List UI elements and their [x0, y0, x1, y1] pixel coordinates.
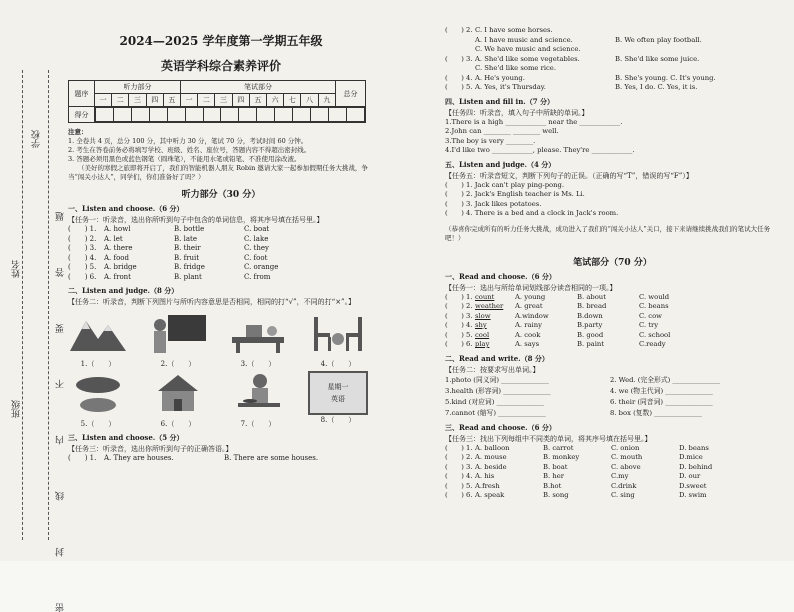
seal-text: 密 封 线 内 不 要 答 题 [56, 190, 66, 612]
score-cell[interactable] [131, 108, 149, 122]
score-cell[interactable] [167, 108, 185, 122]
exam-title: 2024—2025 学年度第一学期五年级 [119, 34, 323, 48]
question-number: ( ) 3. [445, 311, 473, 320]
answer-option: A. rainy [515, 321, 542, 329]
write-item: 8. box (复数) ______________ [610, 408, 702, 417]
option-a: A. They are houses. [104, 454, 174, 462]
question-row [445, 463, 780, 473]
note-line: 2. 考生在答卷前务必将填写学校、班级、姓名、座位号，答题内容不得超出密封线。 [68, 146, 311, 154]
score-table-number: 四 [146, 94, 163, 107]
question-number: ( ) 3. [68, 244, 97, 252]
judge-item: ( ) 2. Jack's English teacher is Ms. Li. [445, 190, 585, 198]
score-table-number: 三 [129, 94, 146, 107]
question-row [445, 45, 780, 55]
chairs-picture [308, 311, 368, 355]
question-row [68, 454, 374, 464]
question-row [445, 74, 780, 84]
score-cell[interactable] [239, 108, 257, 122]
score-cell[interactable] [328, 108, 346, 122]
question-row [445, 36, 780, 46]
answer-option: C. orange [244, 263, 279, 271]
question-row [445, 491, 780, 501]
note-line: 1. 全卷共 4 页，总分 100 分，其中听力 30 分，笔试 70 分，考试时间 60 分钟。 [68, 137, 308, 145]
answer-option: A. food [104, 253, 130, 262]
question-number: ( ) 1. [68, 454, 97, 462]
question-number: ( ) 5. [445, 330, 473, 339]
picture-answer-label: 4.（ ） [320, 360, 356, 368]
name-label: 姓名 [12, 260, 22, 278]
question-row [445, 321, 780, 331]
answer-option: B. her [543, 472, 564, 480]
answer-option: C. try [639, 321, 659, 329]
answer-option: C. lake [244, 234, 269, 243]
answer-option: B. about [577, 292, 606, 301]
write-item: 4. we (物主代词) ______________ [610, 386, 713, 395]
answer-option: B. late [174, 234, 197, 243]
answer-option: C. sing [611, 491, 635, 499]
answer-option: A. I have music and science. [475, 35, 573, 44]
picture-answer-label: 1.（ ） [80, 360, 116, 368]
write-item: 6. their (同音词) ______________ [610, 397, 713, 406]
question-row [68, 263, 374, 273]
answer-option: A. speak [475, 491, 505, 499]
answer-option: B. plant [174, 272, 202, 281]
answer-option: B. She'd like some juice. [615, 54, 700, 63]
answer-option: C.ready [639, 340, 666, 348]
answer-option: C. I have some horses. [475, 26, 553, 34]
write-row [445, 408, 780, 419]
answer-option: B. She's young. C. It's young. [615, 73, 716, 82]
score-table-number: 一 [95, 94, 112, 107]
question-row [445, 293, 780, 303]
question-number: ( ) 1. [445, 443, 473, 452]
answer-option: B. song [543, 491, 569, 499]
question-number: ( ) 6. [445, 491, 473, 499]
question-number [445, 64, 475, 74]
note-line: 3. 答题必须用黑色或蓝色钢笔（圆珠笔），不能用水笔或铅笔、不准使用涂改液。 [68, 155, 301, 163]
score-row-label: 得分 [69, 107, 95, 123]
task-instruction: 【任务三：听录音，选出你所听到句子的正确答语。】 [68, 445, 233, 453]
judge-list [445, 181, 780, 219]
task-instruction: 【任务二：听录音，判断下列图片与所听内容意思是否相同，相同的打“√”，不同的打“×”。】 [68, 298, 356, 306]
answer-option: A. young [515, 292, 546, 301]
score-table-header: 笔试部分 [181, 81, 336, 94]
question-number: ( ) 1. [68, 225, 97, 233]
question-number: ( ) 4. [68, 253, 97, 262]
question-row [445, 83, 780, 93]
answer-option: A. He's young. [475, 73, 525, 82]
question-number: ( ) 5. [68, 263, 97, 271]
bridge-text: （恭喜你完成所有的听力任务大挑战，成功进入了我们的“闯关小达人”关口，接下来请继续挑战我们的笔试大任务吧！） [445, 224, 771, 242]
answer-option: C. they [244, 244, 269, 252]
target-word: count [475, 292, 495, 301]
section-title: 四、Listen and fill in.（7 分） [445, 96, 555, 106]
write-item: 2. Wed. (完全形式) ______________ [610, 375, 721, 384]
target-word: weather [475, 302, 504, 310]
answer-option: B.party [577, 321, 603, 329]
question-number: ( ) 2. [68, 234, 97, 243]
answer-option: D. behind [679, 462, 713, 471]
score-cell[interactable] [185, 108, 203, 122]
score-table-number: 四 [232, 94, 249, 107]
score-cell[interactable] [113, 108, 131, 122]
answer-option: A.window [515, 311, 549, 320]
judge-item: ( ) 3. Jack likes potatoes. [445, 199, 542, 208]
score-table-header: 题序 [69, 81, 95, 107]
answer-option: D.sweet [679, 481, 707, 490]
write-item: 3.health (形容词) ______________ [445, 386, 551, 395]
picture-answer-label: 8.（ ） [320, 416, 356, 424]
class-label: 班级 [12, 400, 22, 418]
task-instruction: 【任务四：听录音，填入句子中所缺的单词。】 [445, 108, 589, 117]
fill-in-item: 3.The boy is very ________. [445, 136, 536, 145]
desk-picture [228, 311, 288, 355]
picture-row [68, 371, 368, 429]
answer-option: C. boat [244, 225, 270, 233]
picture-row [68, 311, 368, 369]
picture-answer-label: 2.（ ） [160, 360, 196, 368]
question-row [445, 331, 780, 341]
answer-option: A. Yes, it's Thursday. [475, 83, 546, 91]
question-row [445, 444, 780, 454]
score-table-number: 五 [249, 94, 266, 107]
note-line: 注意： [68, 128, 88, 136]
answer-option: B. We often play football. [615, 35, 702, 44]
score-cell[interactable] [257, 108, 275, 122]
score-cell[interactable] [96, 108, 114, 122]
answer-option: B. bottle [174, 225, 205, 233]
answer-option: A. balloon [475, 443, 510, 452]
answer-option: A. his [475, 472, 495, 480]
score-table [68, 80, 366, 123]
binding-column [8, 70, 68, 612]
exam-subtitle: 英语学科综合素养评价 [160, 59, 281, 73]
answer-option [615, 26, 775, 36]
score-cell[interactable] [275, 108, 293, 122]
answer-option: C. would [639, 292, 670, 301]
question-number: ( ) 1. [445, 292, 473, 301]
question-row [68, 244, 374, 254]
odd-one-out-list [445, 444, 780, 501]
score-table-number: 六 [267, 94, 284, 107]
schedule-board-picture: 星期一 英语 [308, 371, 368, 415]
question-row [445, 453, 780, 463]
answer-option: C. beans [639, 302, 669, 310]
score-table-number: 二 [112, 94, 129, 107]
answer-option: A. front [104, 272, 131, 281]
answer-option: C. from [244, 272, 271, 281]
write-item: 5.kind (对应词) ______________ [445, 397, 545, 406]
fill-in-item: 1.There is a high ____________ near the ____________. [445, 117, 623, 126]
teacher-picture [148, 311, 208, 355]
answer-option: A. howl [104, 225, 131, 233]
section-title: 二、Listen and judge.（8 分） [68, 286, 179, 295]
question-row [445, 64, 780, 74]
question-number: ( ) 6. [68, 272, 97, 281]
score-table-number: 八 [301, 94, 318, 107]
judge-item: ( ) 4. There is a bed and a clock in Jack's room. [445, 209, 619, 217]
binding-line [22, 70, 23, 540]
question-row [445, 312, 780, 322]
phonics-list [445, 293, 780, 350]
answer-option: A. says [515, 340, 540, 348]
task-instruction: 【任务二：按要求写出单词。】 [445, 365, 540, 374]
answer-option: A. cook [515, 330, 541, 339]
question-number [445, 45, 475, 55]
section-title: 三、Read and choose.（6 分） [445, 422, 556, 432]
notes [68, 128, 374, 182]
write-item: 1.photo (同义词) ______________ [445, 375, 549, 384]
answer-option: D. swim [679, 491, 707, 499]
score-cell[interactable] [149, 108, 167, 122]
score-table-header: 总分 [336, 81, 366, 107]
answer-option: C.my [611, 472, 629, 480]
task-instruction: 【任务五：听录音短文，判断下列句子的正误。（正确的写“T”，错误的写“F”）】 [445, 171, 693, 180]
answer-option: B. monkey [543, 453, 580, 461]
answer-option [615, 45, 775, 55]
question-number: ( ) 3. [445, 54, 473, 63]
target-word: play [475, 340, 490, 348]
answer-option: B. good [577, 330, 604, 339]
answer-option: C. onion [611, 443, 640, 452]
target-word: slow [475, 311, 491, 320]
answer-option: B. Yes, I do. C. Yes, it is. [615, 83, 698, 91]
question-row [445, 340, 780, 350]
score-table-number: 五 [163, 94, 180, 107]
answer-option: C. school [639, 330, 671, 339]
fill-in-item: 2.John can ________ ________ well. [445, 127, 559, 135]
answer-option: B. bread [577, 302, 607, 310]
write-row [445, 375, 780, 386]
answer-option: A. mouse [475, 453, 507, 461]
task-instruction: 【任务三：找出下列每组中不同类的单词，将其序号填在括号里。】 [445, 434, 652, 443]
school-label: 学校 [32, 130, 42, 148]
question-number: ( ) 5. [445, 83, 473, 91]
score-cell[interactable] [221, 108, 239, 122]
answer-option: B. boat [543, 462, 568, 471]
question-number [445, 36, 475, 46]
answer-option: C. foot [244, 253, 268, 262]
binding-line [48, 70, 49, 540]
score-table-header: 听力部分 [95, 81, 181, 94]
fill-in-list [445, 118, 780, 156]
question-list [445, 26, 780, 93]
answer-option: D. our [679, 472, 701, 480]
score-cell[interactable] [311, 108, 329, 122]
answer-option: C. She'd like some rice. [475, 64, 556, 72]
boy-eating-picture [228, 371, 288, 415]
score-table-number: 三 [215, 94, 232, 107]
judge-item: ( ) 1. Jack can't play ping-pong. [445, 180, 565, 189]
score-table-number: 一 [181, 94, 198, 107]
question-list [68, 225, 374, 282]
answer-option: A. there [104, 244, 133, 252]
write-row [445, 386, 780, 397]
answer-option: B.down [577, 311, 603, 320]
task-instruction: 【任务一：听录音，选出你所听到句子中包含的单词信息，将其序号填在括号里。】 [68, 216, 324, 224]
answer-option: A. beside [475, 462, 507, 471]
section-title: 二、Read and write.（8 分） [445, 353, 549, 363]
picture-answer-label: 7.（ ） [240, 420, 276, 428]
write-list [445, 375, 780, 419]
question-row [68, 225, 374, 235]
score-cell[interactable] [346, 108, 364, 122]
section-title: 三、Listen and choose.（5 分） [68, 433, 184, 442]
answer-option: A. She'd like some vegetables. [475, 54, 580, 63]
score-cell[interactable] [293, 108, 311, 122]
question-row [445, 482, 780, 492]
right-column [445, 26, 780, 501]
answer-option: A. let [104, 234, 123, 243]
question-number: ( ) 3. [445, 462, 473, 471]
question-row [445, 55, 780, 65]
listening-heading: 听力部分（30 分） [181, 190, 261, 200]
section-title: 五、Listen and judge.（4 分） [445, 159, 556, 169]
answer-option: B. paint [577, 340, 605, 348]
option-b: B. There are some houses. [224, 454, 319, 462]
question-number: ( ) 6. [445, 340, 473, 348]
answer-option: C. mouth [611, 453, 643, 461]
question-number: ( ) 5. [445, 481, 473, 490]
fill-in-item: 4.I'd like two ____________, please. They're ____________. [445, 146, 635, 154]
house-picture [148, 371, 208, 415]
mountain-picture [68, 311, 128, 355]
question-number: ( ) 4. [445, 73, 473, 82]
answer-option: A. bridge [104, 263, 137, 271]
food-plate-picture [68, 371, 128, 415]
target-word: cool [475, 330, 490, 339]
answer-option: C. We have music and science. [475, 45, 581, 53]
score-cell[interactable] [203, 108, 221, 122]
question-row [445, 472, 780, 482]
answer-option: B. their [174, 244, 201, 252]
score-table-number: 七 [284, 94, 301, 107]
answer-option: C.drink [611, 481, 637, 490]
task-instruction: 【任务一：选出与所给单词划线部分读音相同的一项。】 [445, 283, 617, 292]
answer-option: C. above [611, 462, 641, 471]
picture-answer-label: 5.（ ） [80, 420, 116, 428]
answer-option: D.mice [679, 453, 703, 461]
question-number: ( ) 2. [445, 453, 473, 461]
answer-option: C. cow [639, 311, 662, 320]
note-line: （美好的寒假之旅即将开启了，我们的智能机器人朋友 Robin 邀请大家一起参加假期任务大挑战，争当“闯关小达人”，同学们，你们准备好了吗？） [68, 164, 368, 181]
question-number: ( ) 2. [445, 302, 473, 310]
question-number: ( ) 2. [445, 26, 473, 34]
answer-option: A.fresh [475, 481, 500, 490]
score-table-number: 九 [318, 94, 335, 107]
answer-option: B. fruit [174, 253, 200, 262]
picture-answer-label: 3.（ ） [240, 360, 276, 368]
write-item: 7.cannot (缩写) ______________ [445, 408, 546, 417]
target-word: shy [475, 321, 487, 329]
answer-option: A. great [515, 302, 543, 310]
answer-option [615, 64, 775, 74]
left-column [68, 22, 374, 464]
score-table-number: 二 [198, 94, 215, 107]
picture-answer-label: 6.（ ） [160, 420, 196, 428]
question-number: ( ) 4. [445, 472, 473, 480]
question-row [68, 273, 374, 283]
written-heading: 笔试部分（70 分） [573, 257, 652, 268]
section-title: 一、Read and choose.（6 分） [445, 271, 556, 281]
section-title: 一、Listen and choose.（6 分） [68, 204, 184, 213]
answer-option: D. beans [679, 443, 709, 452]
question-row [68, 254, 374, 264]
question-row [68, 235, 374, 245]
question-row [445, 302, 780, 312]
question-number: ( ) 4. [445, 321, 473, 329]
write-row [445, 397, 780, 408]
question-row [445, 26, 780, 36]
answer-option: B. carrot [543, 443, 574, 452]
answer-option: B.hot [543, 481, 562, 490]
answer-option: B. fridge [174, 263, 205, 271]
